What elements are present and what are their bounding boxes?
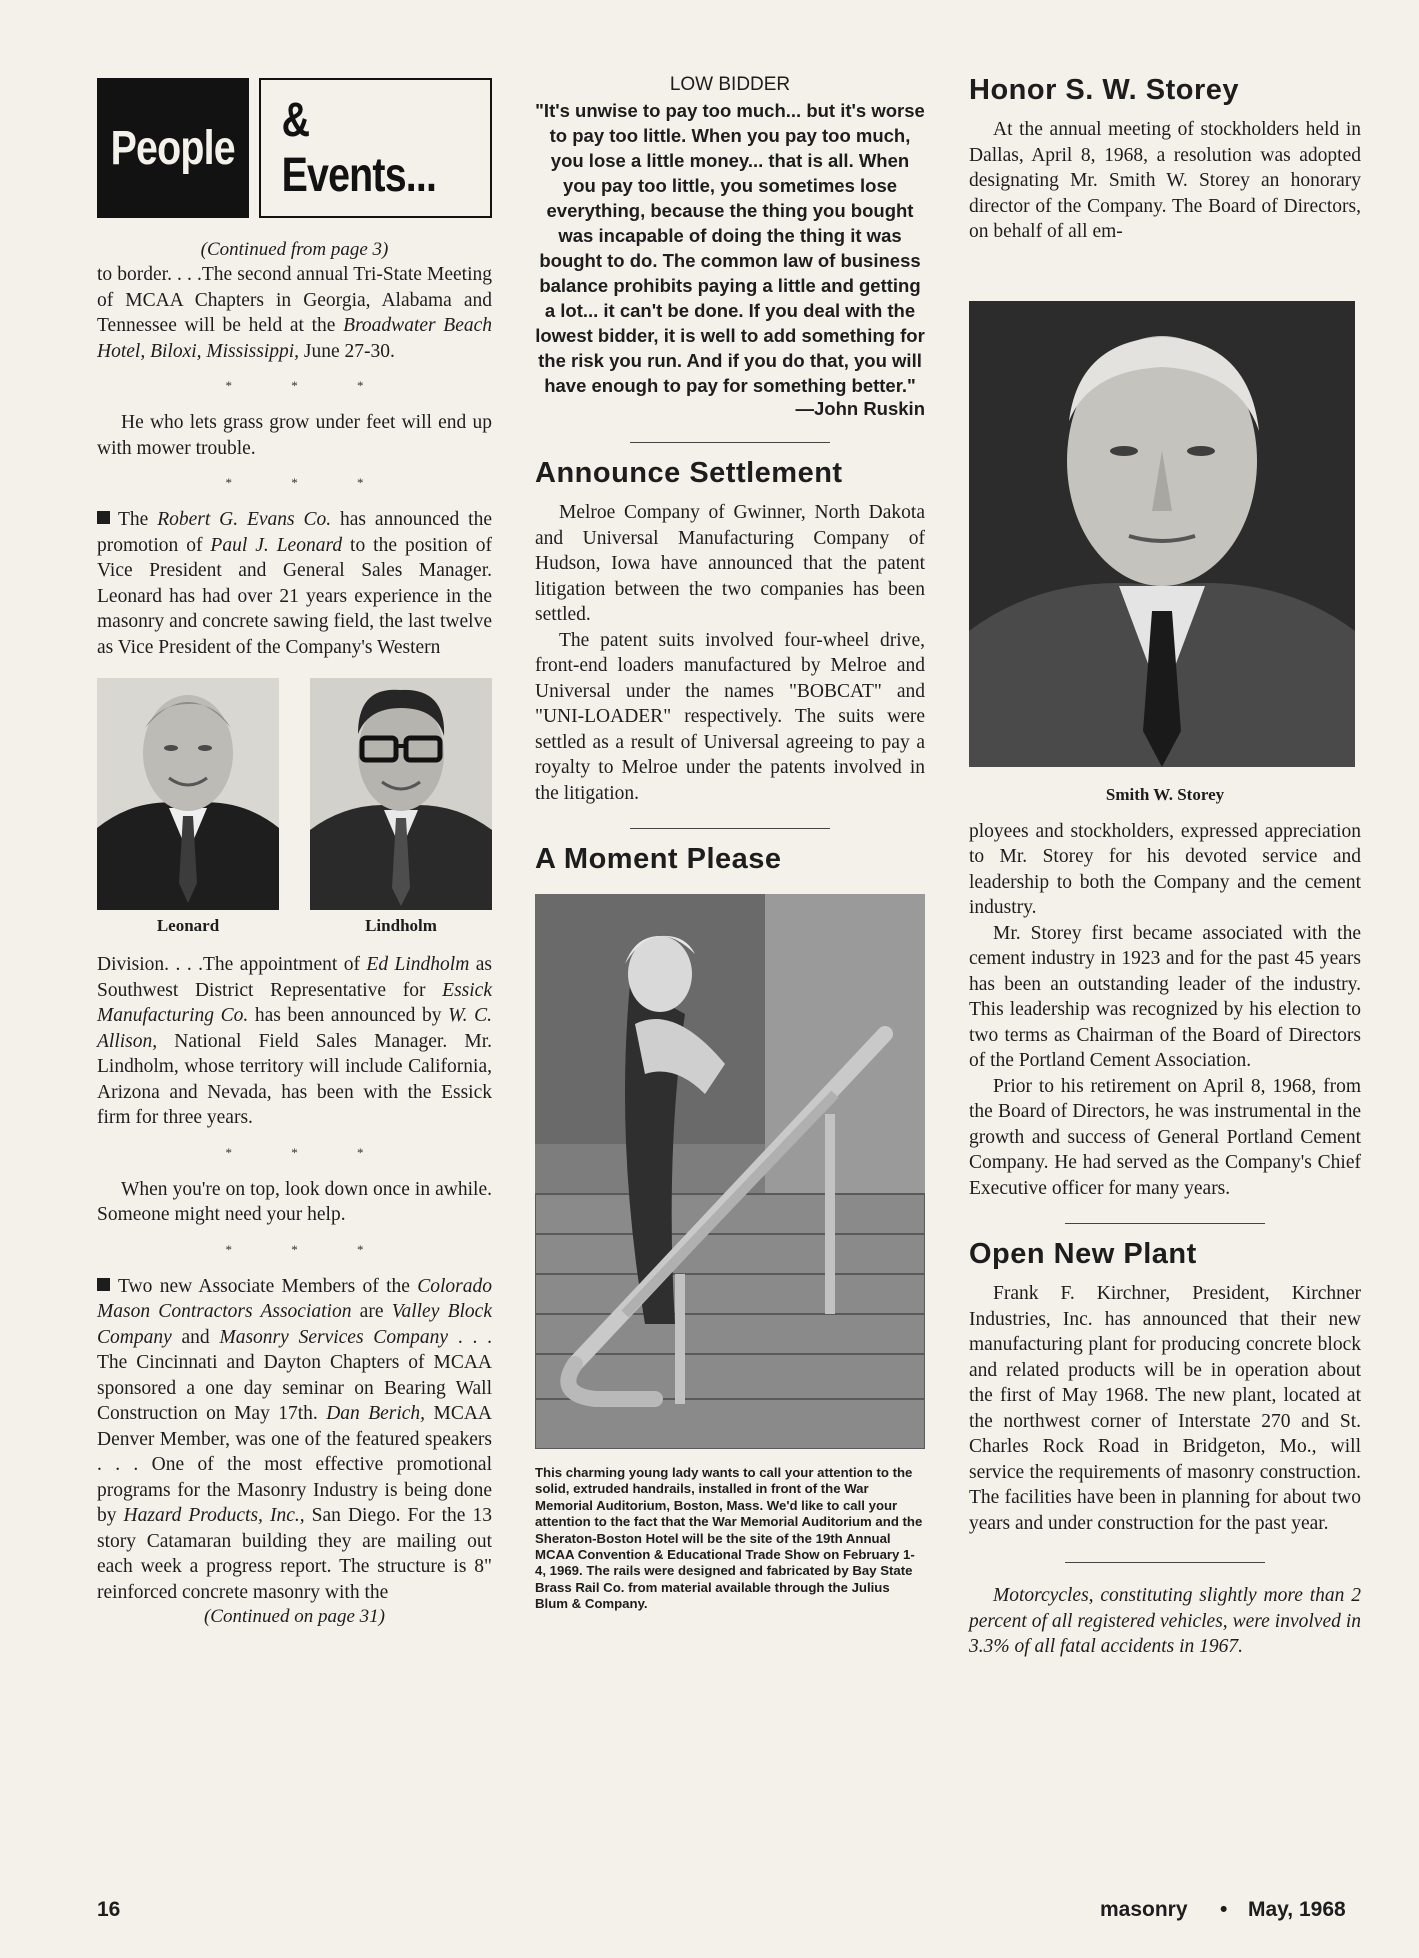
right-column <box>969 74 1361 1660</box>
leonard-caption: Leonard <box>156 916 220 935</box>
logo-events-text: & Events... <box>281 94 437 202</box>
storey-paragraph-2: ployees and stockholders, expressed appreciation to Mr. Storey for his devoted service and leadership to both the Company and the cement industry. <box>969 820 1361 918</box>
portrait-pair <box>97 678 492 936</box>
quote-author: —John Ruskin <box>795 398 925 419</box>
divider <box>1065 1223 1265 1224</box>
settlement-paragraph-1: Melroe Company of Gwinner, North Dakota and Universal Manufacturing Company of Hudson, Iowa have announced that the patent litigation between the two companies has been settled. <box>535 502 925 625</box>
plant-heading: Open New Plant <box>969 1238 1197 1270</box>
lindholm-photo-block <box>310 678 492 936</box>
continued-on: (Continued on page 31) <box>203 1606 385 1627</box>
settlement-paragraph-2: The patent suits involved four-wheel drive, front-end loaders manufactured by Melroe and Universal under the names "BOBCAT" and "UNI-LOADER" respectively. The suits were settled as a result of Universal agreeing to pay a royalty to Melroe under the patents involved in the litigation. <box>535 629 925 804</box>
storey-paragraph-4: Prior to his retirement on April 8, 1968, from the Board of Directors, he was instrumental in the growth and success of General Portland Cement Company. He had served as the Company's Chief Executive officer for many years. <box>969 1075 1361 1199</box>
section-stars: * * * <box>225 1241 392 1257</box>
settlement-heading: Announce Settlement <box>535 457 843 489</box>
leonard-photo-block <box>97 678 279 936</box>
divider <box>630 442 830 443</box>
handrail-caption: This charming young lady wants to call your attention to the solid, extruded handrails, installed in front of the War Memorial Auditorium, Boston, Mass. We'd like to call your attention to the fact that the War Memorial Auditorium and the Sheraton-Boston Hotel will be the site of the 19th Annual MCAA Convention & Educational Trade Show on February 1-4, 1969. The rails were designed and fabricated by Bay State Brass Rail Co. from material available through the Julius Blum & Company. <box>535 1465 923 1612</box>
square-bullet-icon <box>97 1278 110 1291</box>
handrail-photo <box>535 894 925 1449</box>
continued-from: (Continued from page 3) <box>200 239 389 260</box>
storey-caption: Smith W. Storey <box>1105 784 1225 804</box>
publication-name: masonry <box>1100 1898 1188 1921</box>
top-paragraph: When you're on top, look down once in awhile. Someone might need your help. <box>97 1178 492 1225</box>
motorcycle-note: Motorcycles, constituting slightly more than 2 percent of all registered vehicles, were involved in 3.3% of all fatal accidents in 1967. <box>969 1585 1361 1657</box>
section-stars: * * * <box>225 378 392 393</box>
storey-heading: Honor S. W. Storey <box>969 74 1240 106</box>
page-number: 16 <box>97 1898 121 1921</box>
lindholm-paragraph: Division. . . .The appointment of Ed Lindholm as Southwest District Representative for Essick Manufacturing Co. has been announced by W. C. Allison, National Field Sales Manager. Mr. Lindholm, whose territory will include California, Arizona and Nevada, has been with the Essick firm for three years. <box>97 954 492 1128</box>
footer-bullet: • <box>1220 1898 1228 1921</box>
middle-column <box>535 74 925 1613</box>
quote-title: LOW BIDDER <box>669 74 791 95</box>
evans-paragraph: The Robert G. Evans Co. has announced the promotion of Paul J. Leonard to the position of Vice President and General Sales Manager. Leonard has had over 21 years experience in the masonry and concrete sawing field, the last twelve as Vice President of the Company's Western <box>97 509 492 658</box>
logo-people-box <box>97 78 249 218</box>
lindholm-caption: Lindholm <box>365 916 437 935</box>
square-bullet-icon <box>97 511 110 524</box>
left-column <box>97 78 492 1629</box>
plant-paragraph: Frank F. Kirchner, President, Kirchner Industries, Inc. has announced that their new manufacturing plant for producing concrete block and related products will be in operation about the first of May 1968. The new plant, located at the northwest corner of Interstate 270 and St. Charles Rock Road in Bridgeton, Mo., will service the requirements of masonry construction. The facilities have been in planning for about two years and under construction for the past year. <box>969 1283 1361 1534</box>
logo-people-text: People <box>110 121 236 175</box>
storey-paragraph-3: Mr. Storey first became associated with the cement industry in 1923 and for the past 45 years has been an outstanding leader of the industry. This leadership was recognized by his election to two terms as Chairman of the Board of Directors of the Portland Cement Association. <box>969 922 1361 1071</box>
lindholm-photo <box>310 678 492 910</box>
ruskin-quote: "It's unwise to pay too much... but it's worse to pay too little. When you pay too much, you lose a little money... that is all. When you pay too little, you sometimes lose everything, because the thing you bought was incapable of doing the thing it was bought to do. The common law of business balance prohibits paying a little and getting a lot... it can't be done. If you deal with the lowest bidder, it is well to add something for the risk you run. And if you do that, you will have enough to pay for something better." <box>535 100 925 396</box>
section-stars: * * * <box>225 1144 392 1160</box>
associate-members-paragraph: Two new Associate Members of the Colorado Mason Contractors Association are Valley Block Company and Masonry Services Company . . . The Cincinnati and Dayton Chapters of MCAA sponsored a one day seminar on Bearing Wall Construction on May 17th. Dan Berich, MCAA Denver Member, was one of the featured speakers . . . One of the most effective promotional programs for the Masonry Industry is being done by Hazard Products, Inc., San Diego. For the 13 story Catamaran building they are mailing out each week a progress report. The structure is 8" reinforced concrete masonry with the <box>97 1275 493 1603</box>
storey-photo <box>969 301 1355 767</box>
grass-paragraph: He who lets grass grow under feet will end up with mower trouble. <box>97 412 492 459</box>
storey-paragraph-1: At the annual meeting of stockholders held in Dallas, April 8, 1968, a resolution was adopted designating Mr. Smith W. Storey an honorary director of the Company. The Board of Directors, on behalf of all em- <box>969 119 1361 242</box>
divider <box>630 828 830 829</box>
tri-state-paragraph: to border. . . .The second annual Tri-State Meeting of MCAA Chapters in Georgia, Alabama and Tennessee will be held at the Broadwater Beach Hotel, Biloxi, Mississippi, June 27-30. <box>97 264 493 362</box>
divider <box>1065 1562 1265 1563</box>
leonard-photo <box>97 678 279 910</box>
issue-date: May, 1968 <box>1248 1898 1346 1921</box>
people-events-logo <box>97 78 492 218</box>
section-stars: * * * <box>225 475 392 490</box>
moment-heading: A Moment Please <box>535 843 782 875</box>
logo-events-box <box>259 78 492 218</box>
